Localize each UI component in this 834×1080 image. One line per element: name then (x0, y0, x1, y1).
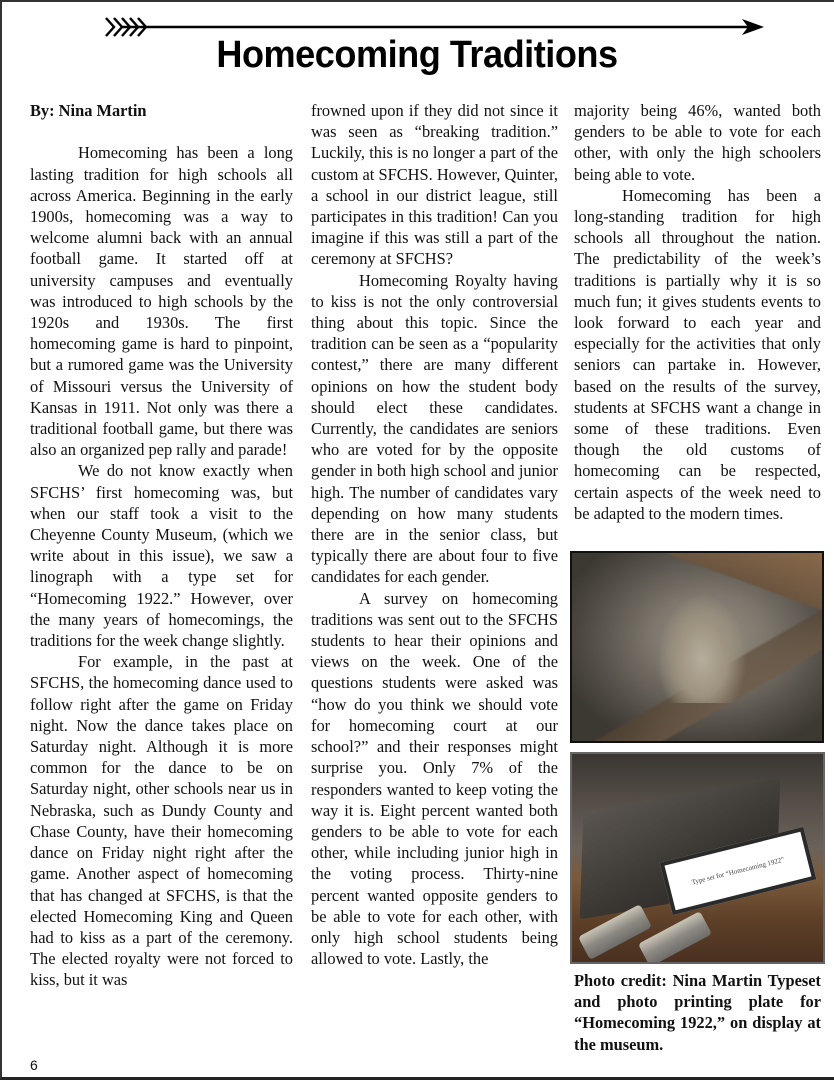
paragraph: A survey on homecoming traditions was sent out to the SFCHS students to hear their opinions and views on the week. One of the questions students were asked was “how do you think we should vote for homecoming court at our school?” and their responses might surprise you. Only 7% of the responders wanted to keep voting the way it is. Eight percent wanted both genders to be able to vote for each other, while including junior high in the voting process. Thirty-nine percent wanted opposite genders to be able to vote for each other, with only high school students being allowed to vote. Lastly, the (311, 588, 558, 969)
paragraph: For example, in the past at SFCHS, the homecoming dance used to follow right after the game on Friday night. Now the dance takes place on Saturday night. Although it is more common for the dance to be on Saturday night, other schools near us in Nebraska, such as Dundy County and Chase County, have their homecoming dance on Friday night right after the game. Another aspect of homecoming that has changed at SFCHS, is that the elected Homecoming King and Queen had to kiss as a part of the ceremony. The elected royalty were not forced to kiss, but it was (30, 652, 293, 990)
paragraph: Homecoming has been a long-standing tradition for high schools all throughout the nation. The predictability of the week’s traditions is partially why it is so much fun; it gives students events to look forward to each year and especially for the activities that only seniors can partake in. However, based on the results of the survey, students at SFCHS want a change in some of these traditions. Even though the old customs of homecoming can be respected, certain aspects of the week need to be adapted to the modern times. (574, 185, 821, 523)
paragraph: Homecoming Royalty having to kiss is not the only controversial thing about this topic. Since the tradition can be seen as a “popularity contest,” there are many different opinions on how the student body should elect these candidates. Currently, the candidates are seniors who are voted for by the opposite gender in both high school and junior high. The number of candidates vary depending on how many students there are in the senior class, but typically there are about four to five candidates for each gender. (311, 270, 558, 587)
paragraph: Homecoming has been a long lasting tradition for high schools all across America. Beginning in the early 1900s, homecoming was a way to welcome alumni back with an annual football game. It started off at university campuses and eventually was introduced to high schools by the 1920s and 1930s. The first homecoming game is hard to pinpoint, but a rumored game was the University of Missouri versus the University of Kansas in 1911. Not only was there a traditional football game, but there was also an organized pep rally and parade! (30, 143, 293, 460)
article-column-1 (30, 100, 293, 991)
photo-caption: Photo credit: Nina Martin Typeset and photo printing plate for “Homecoming 1922,” on display at the museum. (574, 971, 821, 1054)
article-column-3 (574, 100, 821, 524)
byline: By: Nina Martin (30, 101, 147, 120)
page-number: 6 (30, 1057, 38, 1073)
article-column-2 (311, 100, 558, 969)
paragraph: frowned upon if they did not since it was seen as “breaking tradition.” Luckily, this is no longer a part of the custom at SFCHS. However, Quinter, a school in our district league, still participates in this tradition! Can you imagine if this was still a part of the ceremony at SFCHS? (311, 101, 558, 269)
printing-plate-photo (570, 551, 824, 743)
museum-label-card: Type set for “Homecoming 1922” (660, 827, 817, 915)
paragraph: majority being 46%, wanted both genders to be able to vote for each other, with only the high schoolers being able to vote. (574, 101, 821, 184)
plate-figure-image (657, 593, 747, 703)
typeset-plate-photo (570, 752, 825, 964)
paragraph: We do not know exactly when SFCHS’ first homecoming was, but when our staff took a visit to the Cheyenne County Museum, (which we write about in this issue), we saw a linograph with a type set for “Homecoming 1922.” However, over the many years of homecomings, the traditions for the week change slightly. (30, 461, 293, 651)
ink-tube-image (638, 911, 712, 964)
page-title: Homecoming Traditions (216, 34, 618, 76)
